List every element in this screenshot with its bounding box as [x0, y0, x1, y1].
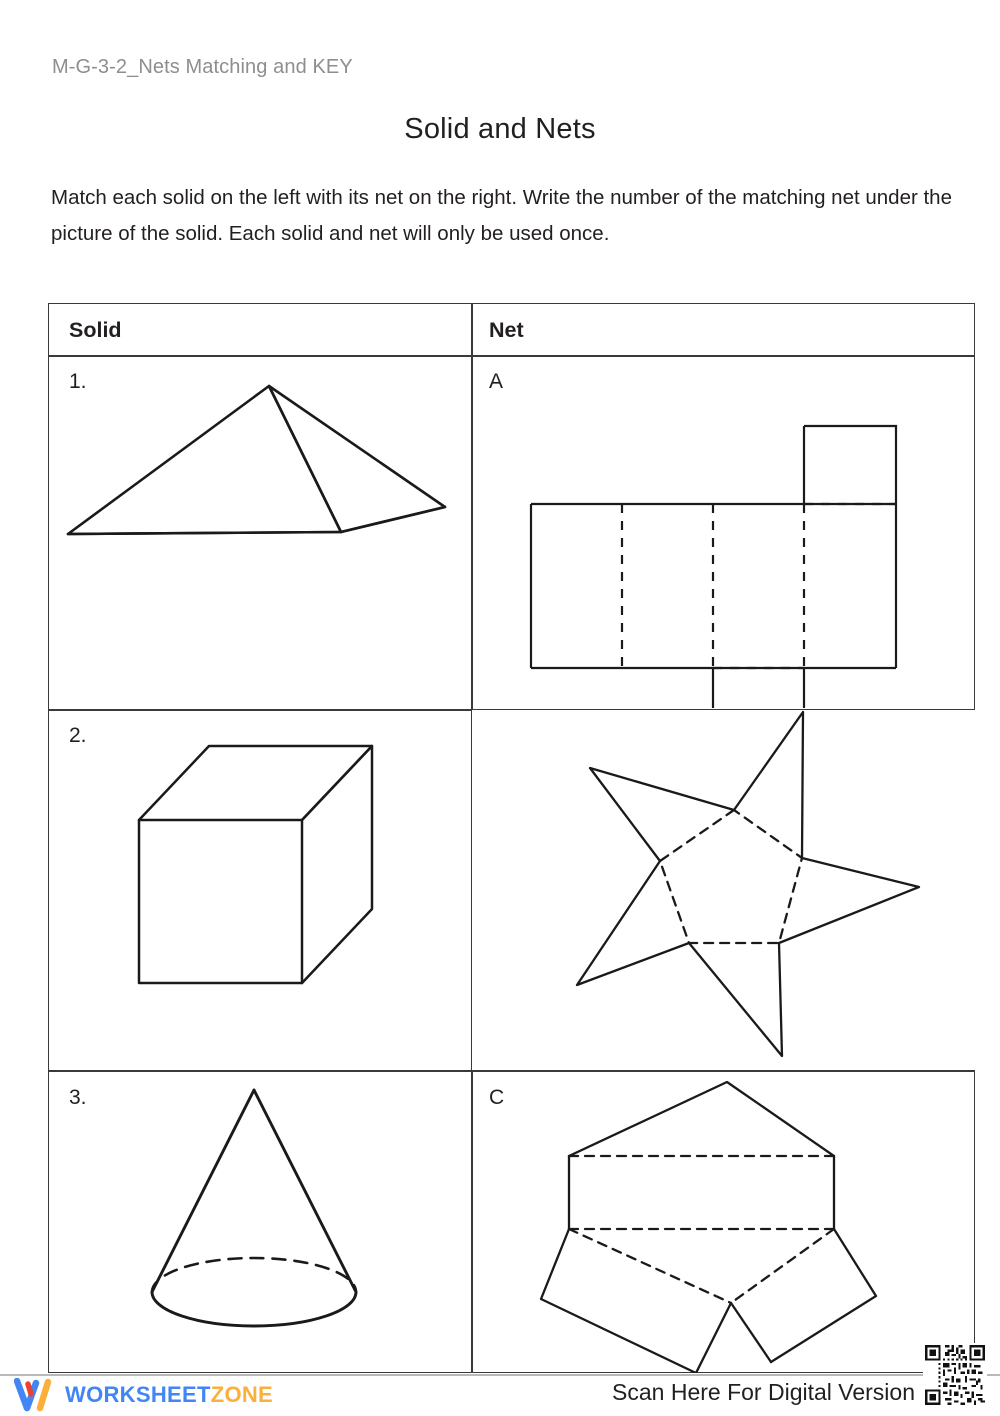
- solid-label-1: 1.: [69, 370, 87, 393]
- instructions-text: Match each solid on the left with its net on the right. Write the number of the matching net under the picture of the solid. Each solid and net will only be used once.: [51, 186, 952, 245]
- scan-prompt-text: Scan Here For Digital Version: [612, 1379, 915, 1405]
- net-label-a: A: [489, 370, 504, 393]
- column-divider: [471, 304, 473, 1372]
- table-header-solid: Solid: [69, 318, 122, 342]
- solid-label-3: 3.: [69, 1086, 87, 1109]
- solid-net-matching-table: [48, 303, 975, 1373]
- figure-rectangular-pyramid: [49, 356, 471, 708]
- brand-name-secondary: ZONE: [210, 1382, 274, 1407]
- figure-cube: [49, 710, 471, 1070]
- figure-cube-net: [472, 356, 976, 708]
- document-file-label: M-G-3-2_Nets Matching and KEY: [52, 56, 353, 78]
- brand-name-primary: WORKSHEET: [65, 1382, 211, 1407]
- net-label-b: B: [489, 724, 504, 747]
- table-header-net: Net: [489, 318, 524, 342]
- qr-code-icon[interactable]: [923, 1340, 987, 1410]
- figure-triangular-prism-net: [472, 1071, 976, 1373]
- header-row-divider: [49, 355, 974, 357]
- worksheet-zone-logo[interactable]: [14, 1375, 273, 1415]
- net-label-c: C: [489, 1086, 505, 1109]
- figure-pentagonal-pyramid-net-render: [472, 710, 976, 1070]
- worksheet-zone-mark-icon: [14, 1378, 58, 1412]
- figure-pentagonal-pyramid-net: [472, 710, 976, 1070]
- row-1-divider: [49, 709, 974, 711]
- figure-cone: [49, 1071, 471, 1373]
- solid-label-2: 2.: [69, 724, 87, 747]
- row-2-divider: [49, 1070, 974, 1072]
- page-title: Solid and Nets: [404, 113, 596, 145]
